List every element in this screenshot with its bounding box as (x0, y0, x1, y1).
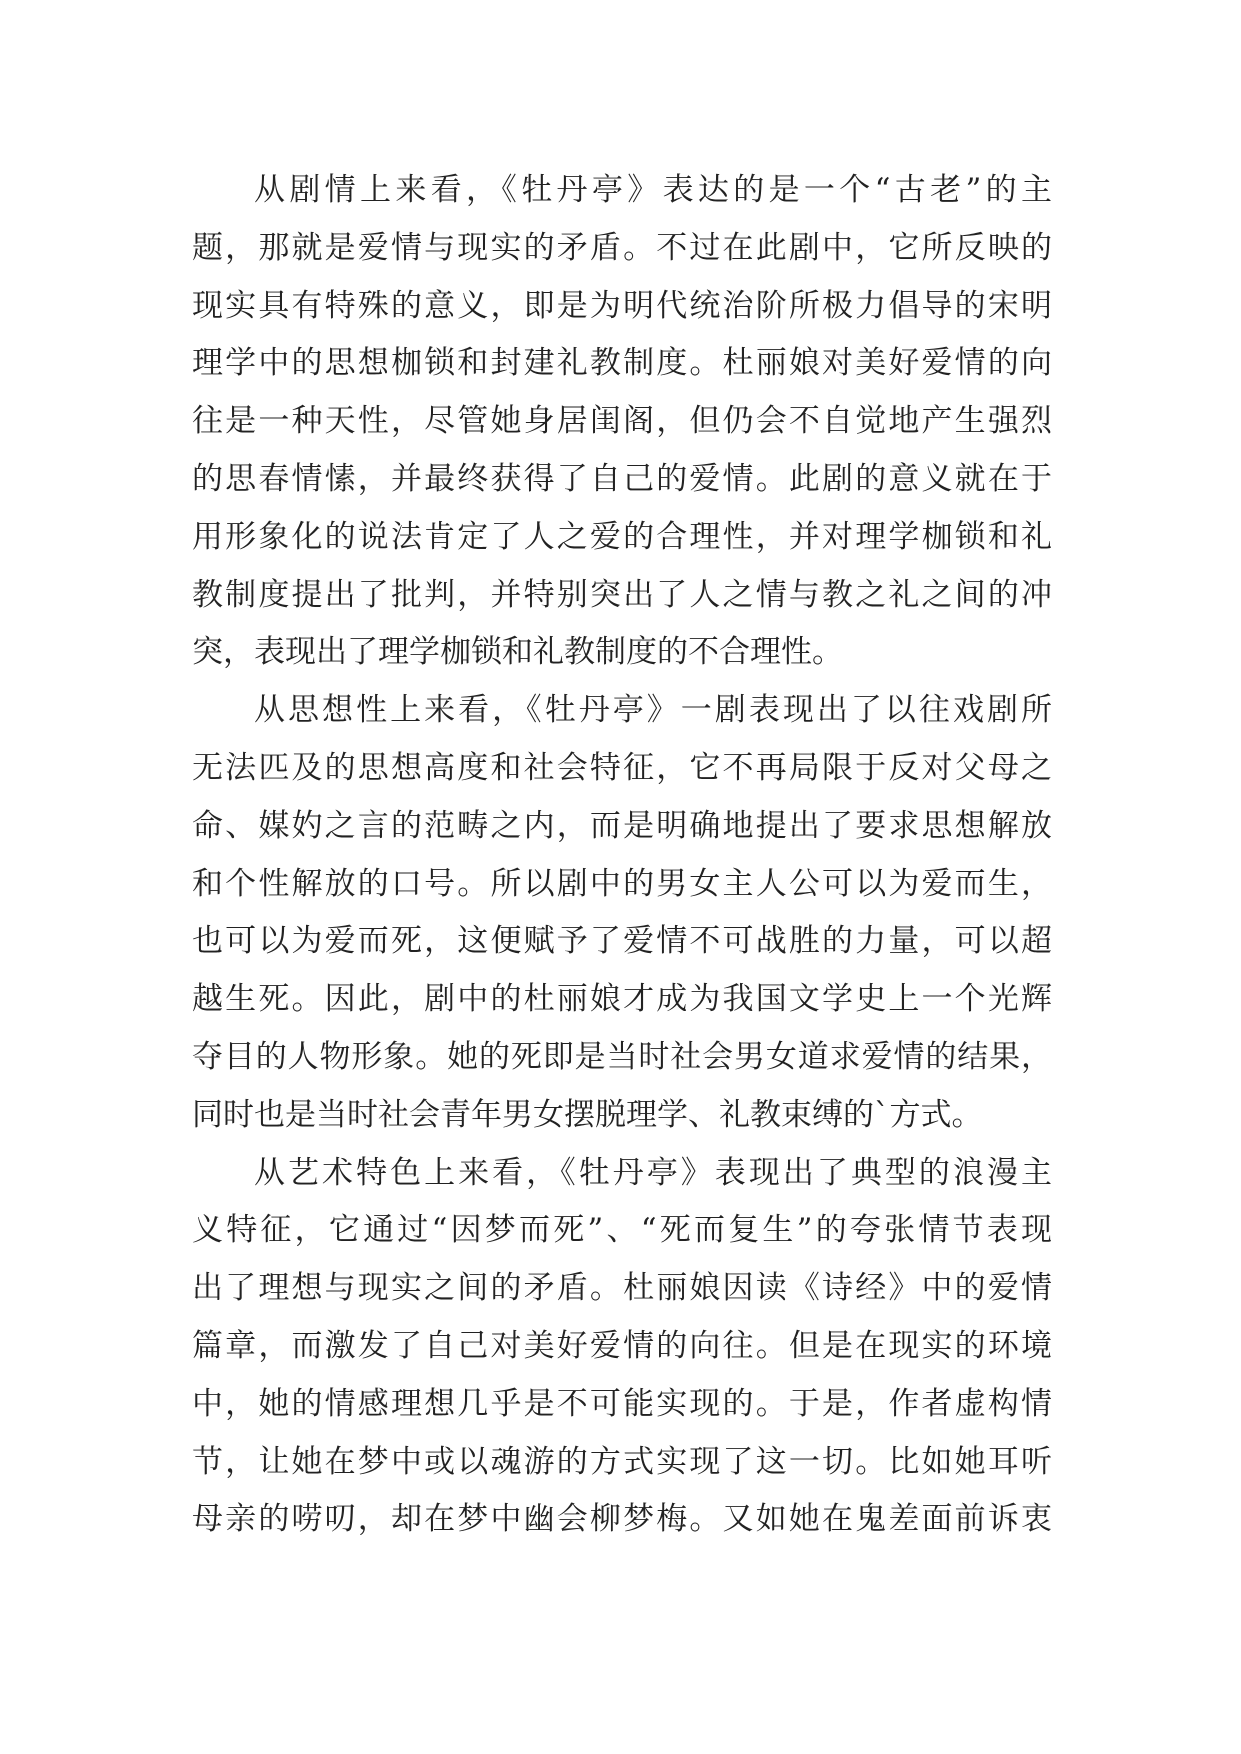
paragraph-2-line-3: 命、媒妁之言的范畴之内，而是明确地提出了要求思想解放 (192, 807, 1052, 844)
paragraph-3-line-4: 篇章，而激发了自己对美好爱情的向往。但是在现实的环境 (192, 1327, 1052, 1364)
paragraph-2-line-8: 同时也是当时社会青年男女摆脱理学、礼教束缚的`方式。 (192, 1096, 983, 1133)
paragraph-3-line-5: 中，她的情感理想几乎是不可能实现的。于是，作者虚构情 (192, 1385, 1052, 1422)
paragraph-2-line-2: 无法匹及的思想高度和社会特征，它不再局限于反对父母之 (192, 749, 1052, 786)
body-text (192, 162, 1052, 1549)
paragraph-3-line-3: 出了理想与现实之间的矛盾。杜丽娘因读《诗经》中的爱情 (192, 1270, 1052, 1307)
paragraph-2-line-1: 从思想性上来看，《牡丹亭》一剧表现出了以往戏剧所 (254, 692, 1052, 729)
paragraph-1-line-9: 突，表现出了理学枷锁和礼教制度的不合理性。 (192, 634, 843, 671)
paragraph-2-line-7: 夺目的人物形象。她的死即是当时社会男女道求爱情的结果， (192, 1038, 1052, 1075)
paragraph-1-line-6: 的思春情愫，并最终获得了自己的爱情。此剧的意义就在于 (192, 460, 1052, 497)
paragraph-3-line-7: 母亲的唠叨，却在梦中幽会柳梦梅。又如她在鬼差面前诉衷 (192, 1501, 1052, 1538)
paragraph-3-line-2: 义特征，它通过“因梦而死”、“死而复生”的夸张情节表现 (192, 1212, 1052, 1249)
paragraph-1-line-2: 题，那就是爱情与现实的矛盾。不过在此剧中，它所反映的 (192, 229, 1052, 266)
paragraph-3-line-6: 节，让她在梦中或以魂游的方式实现了这一切。比如她耳听 (192, 1443, 1052, 1480)
paragraph-1-line-7: 用形象化的说法肯定了人之爱的合理性，并对理学枷锁和礼 (192, 518, 1052, 555)
paragraph-1-line-1: 从剧情上来看，《牡丹亭》表达的是一个“古老”的主 (254, 172, 1052, 208)
paragraph-2-line-6: 越生死。因此，剧中的杜丽娘才成为我国文学史上一个光辉 (192, 981, 1052, 1018)
paragraph-2-line-4: 和个性解放的口号。所以剧中的男女主人公可以为爱而生， (192, 865, 1052, 902)
paragraph-3-line-1: 从艺术特色上来看，《牡丹亭》表现出了典型的浪漫主 (254, 1154, 1052, 1191)
paragraph-2-line-5: 也可以为爱而死，这便赋予了爱情不可战胜的力量，可以超 (192, 923, 1052, 960)
paragraph-1-line-5: 往是一种天性，尽管她身居闺阁，但仍会不自觉地产生强烈 (192, 403, 1052, 440)
paragraph-1-line-3: 现实具有特殊的意义，即是为明代统治阶所极力倡导的宋明 (192, 287, 1052, 324)
paragraph-1-line-8: 教制度提出了批判，并特别突出了人之情与教之礼之间的冲 (192, 576, 1052, 613)
paragraph-1-line-4: 理学中的思想枷锁和封建礼教制度。杜丽娘对美好爱情的向 (192, 345, 1052, 382)
